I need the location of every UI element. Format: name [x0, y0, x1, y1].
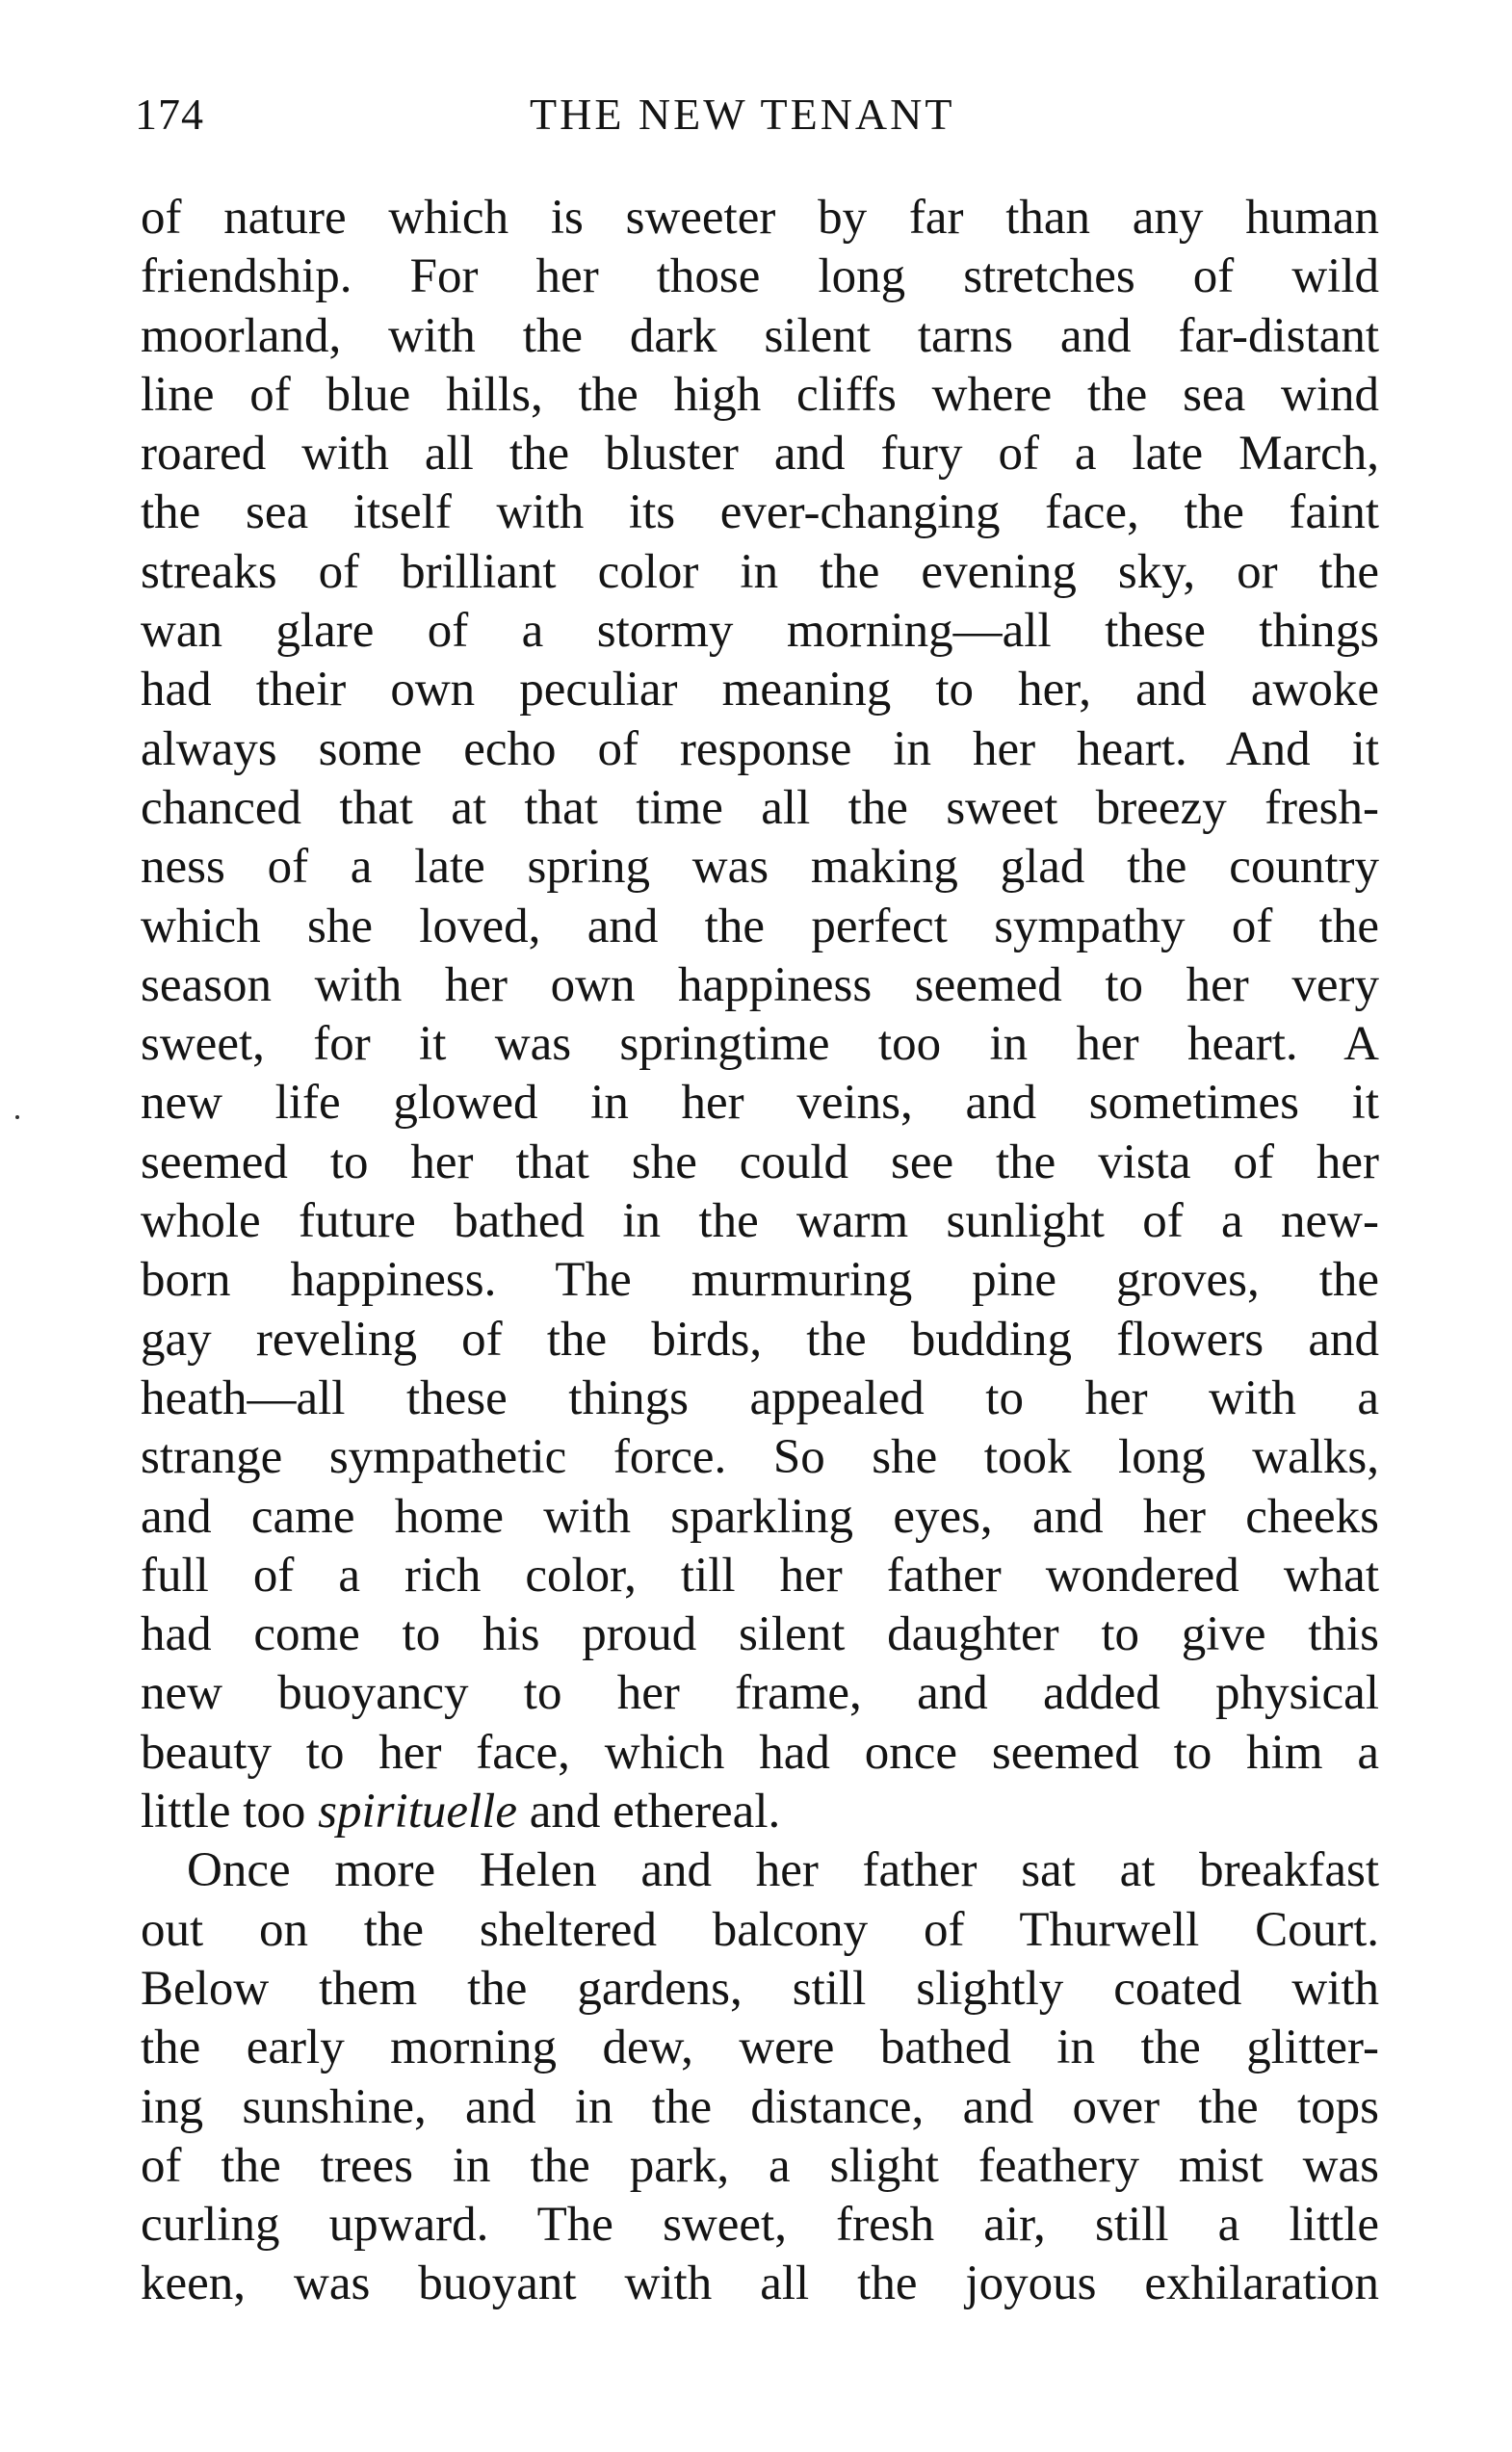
text-line: beauty to her face, which had once seemed to him a	[141, 1725, 1379, 1780]
text-line: new buoyancy to her frame, and added physical	[141, 1666, 1379, 1721]
italic-word: spirituelle	[318, 1785, 517, 1839]
text-fragment: and ethereal.	[516, 1785, 781, 1839]
text-line: strange sympathetic force. So she took long walks,	[141, 1430, 1379, 1485]
text-line: new life glowed in her veins, and sometimes it	[141, 1076, 1379, 1131]
text-line: keen, was buoyant with all the joyous exhilaration	[141, 2256, 1379, 2311]
text-line-last	[141, 1783, 1379, 1841]
text-line: had come to his proud silent daughter to give this	[141, 1607, 1379, 1662]
paragraph-2	[141, 1841, 1379, 2313]
text-line: heath—all these things appealed to her with a	[141, 1370, 1379, 1425]
text-line: which she loved, and the perfect sympathy of the	[141, 899, 1379, 953]
text-line: born happiness. The murmuring pine groves, the	[141, 1253, 1379, 1308]
text-line: season with her own happiness seemed to her very	[141, 957, 1379, 1012]
text-line: line of blue hills, the high cliffs where the sea wind	[141, 367, 1379, 422]
running-head: THE NEW TENANT	[530, 90, 955, 139]
text-line: roared with all the bluster and fury of a late March,	[141, 427, 1379, 482]
text-line: the early morning dew, were bathed in the glitter-	[141, 2021, 1379, 2075]
margin-speck	[15, 1115, 19, 1119]
text-fragment: little too	[141, 1785, 319, 1839]
text-line: ing sunshine, and in the distance, and over the tops	[141, 2079, 1379, 2134]
text-line: of the trees in the park, a slight feathery mist was	[141, 2138, 1379, 2193]
body-text	[141, 189, 1379, 2314]
page-header	[135, 89, 1377, 166]
text-line: ness of a late spring was making glad the country	[141, 840, 1379, 895]
text-line: seemed to her that she could see the vista of her	[141, 1135, 1379, 1189]
text-line: whole future bathed in the warm sunlight of a new-	[141, 1194, 1379, 1249]
text-line: friendship. For her those long stretches of wild	[141, 249, 1379, 304]
text-line-indented: Once more Helen and her father sat at breakfast	[187, 1843, 1379, 1898]
paragraph-1	[141, 189, 1379, 1841]
text-line: moorland, with the dark silent tarns and far-distant	[141, 308, 1379, 363]
text-line: gay reveling of the birds, the budding flowers and	[141, 1312, 1379, 1367]
text-line: of nature which is sweeter by far than any human	[141, 191, 1379, 245]
text-line: the sea itself with its ever-changing face, the faint	[141, 485, 1379, 540]
text-line: always some echo of response in her heart. And it	[141, 721, 1379, 776]
text-line: full of a rich color, till her father wondered what	[141, 1548, 1379, 1603]
text-line: Below them the gardens, still slightly coated with	[141, 1961, 1379, 2016]
text-line: streaks of brilliant color in the evening sky, or the	[141, 544, 1379, 599]
text-line: out on the sheltered balcony of Thurwell Court.	[141, 1902, 1379, 1957]
text-line: curling upward. The sweet, fresh air, still a little	[141, 2198, 1379, 2253]
text-line: sweet, for it was springtime too in her heart. A	[141, 1017, 1379, 1072]
text-line: wan glare of a stormy morning—all these things	[141, 604, 1379, 659]
text-line: and came home with sparkling eyes, and her cheeks	[141, 1489, 1379, 1544]
page-number: 174	[135, 90, 204, 139]
text-line: chanced that at that time all the sweet breezy fresh-	[141, 780, 1379, 835]
text-line: had their own peculiar meaning to her, and awoke	[141, 663, 1379, 717]
